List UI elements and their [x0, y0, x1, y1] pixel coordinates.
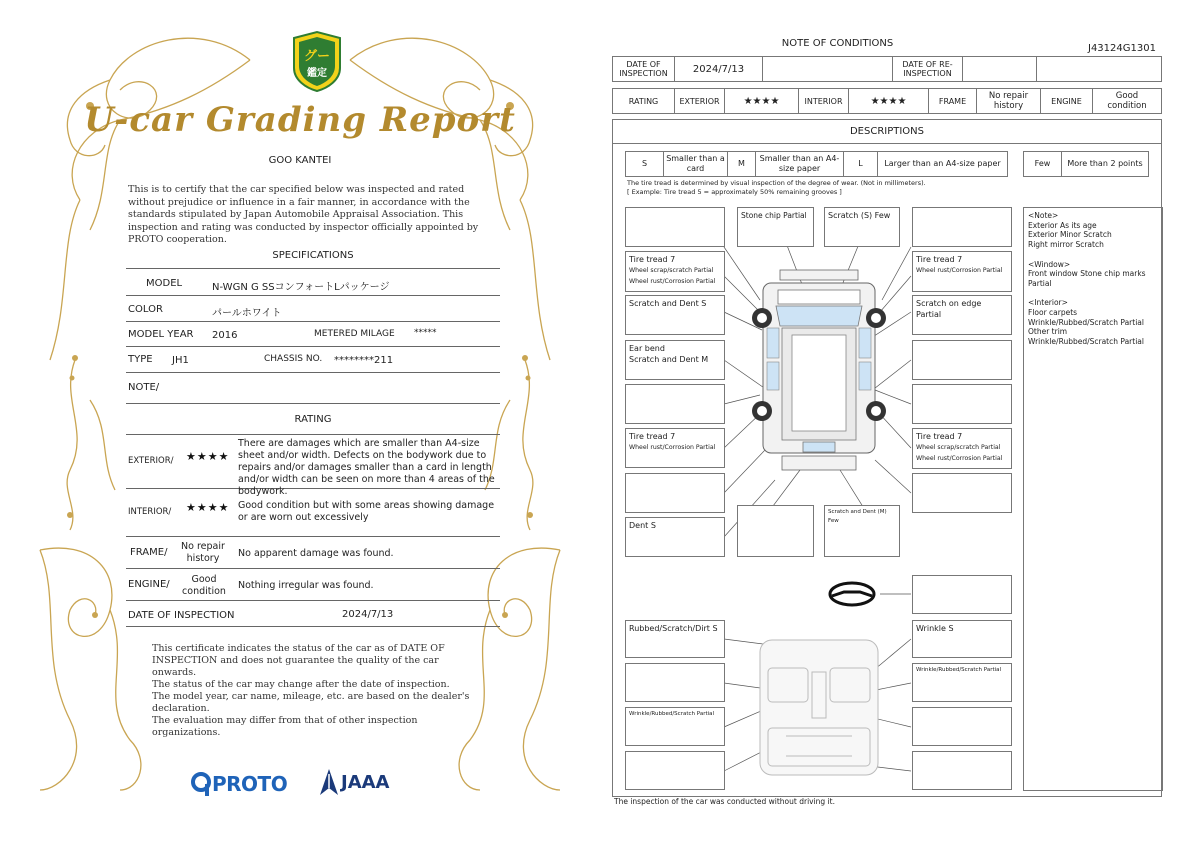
mileage-value: ***** [414, 328, 437, 338]
fl-wheel-rust: Wheel rust/Corrosion Partial [629, 278, 716, 285]
interior-label: INTERIOR [799, 89, 849, 114]
color-row [126, 296, 500, 322]
date-value: 2024/7/13 [342, 609, 394, 620]
engine-label: ENGINE/ [128, 579, 170, 590]
rear-right-tire-icon [866, 401, 886, 421]
model-row [126, 269, 500, 296]
svg-text:グー: グー [303, 49, 331, 64]
dent-s-text: Dent S [629, 521, 656, 530]
scratch-dent-m-few-text: Scratch and Dent (M) Few [828, 509, 887, 524]
legend-m-desc: Smaller than an A4-size paper [756, 152, 844, 177]
exterior-label: EXTERIOR/ [128, 456, 174, 466]
rr-wheel-rust: Wheel rust/Corrosion Partial [916, 455, 1003, 462]
chassis-label: CHASSIS NO. [264, 354, 323, 364]
certification-statement: This is to certify that the car specified below was inspected and rated without prejudice or influence in a fair manner, in accordance with the standards stipulated by Japan Automobile Appraisal Association. This inspection and rating was conducted by inspector officially appointed by PROTO cooperation. [128, 184, 479, 245]
type-row [126, 347, 500, 373]
engine-value: Good condition [1093, 89, 1162, 114]
type-value: JH1 [172, 355, 189, 366]
legend-m: M [728, 152, 756, 177]
damage-box-rear-right-tire [912, 428, 1012, 469]
date-of-inspection-label: DATE OF INSPECTION [613, 57, 675, 82]
model-year-row [126, 322, 500, 347]
damage-box-front-left [737, 207, 814, 247]
engine-description: Nothing irregular was found. [238, 580, 374, 591]
exterior-rating-row [126, 435, 500, 497]
color-label: COLOR [128, 304, 163, 315]
notes-text: <Note> Exterior As its age Exterior Minor Scratch Right mirror Scratch <Window> Front window Stone chip marks Partial <Interior> Floor carpets Wrinkle/Rubbed/Scratch Partial Other trim Wrinkle/Rubbed/Scratch Partial [1028, 211, 1146, 347]
legend-l: L [844, 152, 878, 177]
certificate-disclaimer: This certificate indicates the status of the car as of DATE OF INSPECTION and does not guarantee the quality of the car onwards. The status of the car may change after the date of inspection. The model year, car name, mileage, etc. are based on the dealer's declaration. The evaluation may differ from that of other inspection organizations. [152, 643, 470, 738]
damage-box-right-mirror [912, 340, 1012, 380]
wrinkle-partial-right-text: Wrinkle/Rubbed/Scratch Partial [916, 667, 1002, 673]
ear-bend-text: Ear bend [629, 344, 665, 353]
note-row [126, 373, 500, 404]
engine-label: ENGINE [1041, 89, 1093, 114]
damage-box-dashboard [625, 620, 725, 658]
condition-notes [1023, 207, 1163, 791]
model-year-value: 2016 [212, 330, 238, 341]
damage-box-left-front-door [625, 295, 725, 335]
scratch-dent-m-text: Scratch and Dent M [629, 355, 709, 364]
interior-description: Good condition but with some areas showing damage or are worn out excessively [238, 500, 495, 523]
damage-box-rear-left [625, 517, 725, 557]
damage-box-front-right-corner [912, 207, 1012, 247]
damage-box-front-left-corner [625, 207, 725, 247]
legend-few-desc: More than 2 points [1062, 152, 1149, 177]
damage-box-left-mirror [625, 340, 725, 380]
exterior-label: EXTERIOR [675, 89, 725, 114]
date-of-reinspection-label: DATE OF RE-INSPECTION [893, 57, 963, 82]
frame-value: No repair history [977, 89, 1041, 114]
type-label: TYPE [128, 354, 153, 365]
tire-note-line-2: [ Example: Tire tread 5 = approximately 50% remaining grooves ] [627, 188, 842, 196]
jaaa-logo-icon [319, 768, 339, 796]
interior-top-view [760, 640, 878, 775]
specifications-heading: SPECIFICATIONS [272, 250, 354, 261]
damage-box-steering [912, 575, 1012, 614]
interior-stars: ★★★★ [849, 89, 929, 114]
damage-box-front-left-tire [625, 251, 725, 292]
wrinkle-s-text: Wrinkle S [916, 624, 954, 633]
fl-tire-tread: Tire tread 7 [629, 255, 676, 264]
damage-box-left-front-seat [625, 663, 725, 702]
car-top-view [763, 270, 875, 470]
damage-box-right-front-door [912, 295, 1012, 335]
model-year-label: MODEL YEAR [128, 329, 194, 340]
damage-box-left-rear-door [625, 384, 725, 424]
damage-box-right-rear-door [912, 384, 1012, 424]
rating-heading: RATING [294, 414, 332, 425]
legend-few: Few [1024, 152, 1062, 177]
frame-label: FRAME/ [130, 547, 168, 558]
frame-label: FRAME [929, 89, 977, 114]
report-title: U-car Grading Report [84, 100, 516, 140]
damage-box-rear-bumper-right [824, 505, 900, 557]
legend-l-desc: Larger than an A4-size paper [878, 152, 1008, 177]
scratch-edge-text: Scratch on edge Partial [916, 299, 982, 319]
rr-tire-tread: Tire tread 7 [916, 432, 963, 441]
rl-wheel-rust: Wheel rust/Corrosion Partial [629, 444, 716, 451]
engine-rating-row [126, 569, 500, 601]
rear-left-tire-icon [752, 401, 772, 421]
damage-box-right-interior-trim [912, 707, 1012, 746]
color-value: パールホワイト [212, 308, 282, 319]
report-subtitle: GOO KANTEI [268, 155, 332, 166]
frame-description: No apparent damage was found. [238, 548, 394, 559]
chassis-value: ********211 [334, 355, 394, 366]
rr-wheel-scrap: Wheel scrap/scratch Partial [916, 444, 1001, 451]
stone-chip-text: Stone chip Partial [741, 211, 807, 220]
model-value: N-WGN G SSコンフォートLパッケージ [212, 282, 390, 293]
exterior-stars: ★★★★ [725, 89, 799, 114]
mileage-label: METERED MILAGE [314, 329, 395, 339]
proto-logo-icon [190, 768, 212, 798]
damage-box-rear-right-quarter [912, 473, 1012, 513]
note-label: NOTE/ [128, 382, 160, 393]
date-of-inspection-row [126, 601, 500, 627]
rubbed-text: Rubbed/Scratch/Dirt S [629, 624, 718, 633]
inspection-code: J43124G1301 [1088, 43, 1156, 54]
front-left-tire-icon [752, 308, 772, 328]
damage-box-right-rear-seat [912, 751, 1012, 790]
damage-box-rear-bumper-left [737, 505, 814, 557]
rl-tire-tread: Tire tread 7 [629, 432, 676, 441]
goo-kantei-badge-icon [288, 30, 346, 92]
damage-box-rear-left-quarter [625, 473, 725, 513]
interior-rating-row [126, 489, 500, 537]
legend-s-desc: Smaller than a card [664, 152, 728, 177]
front-right-tire-icon [866, 308, 886, 328]
damage-box-rear-left-tire [625, 428, 725, 468]
date-of-inspection-value: 2024/7/13 [675, 57, 763, 82]
damage-box-front-right [824, 207, 900, 247]
fl-wheel-scrap: Wheel scrap/scratch Partial [629, 267, 714, 274]
exterior-description: There are damages which are smaller than A4-size sheet and/or width. Defects on the bodywork due to repairs and/or damages smaller than a card in length and/or width can be seen on more than 4 areas of the bodywork. [238, 438, 495, 497]
steering-wheel-icon [830, 583, 874, 605]
inspection-footer: The inspection of the car was conducted without driving it. [614, 797, 835, 806]
wrinkle-partial-left-text: Wrinkle/Rubbed/Scratch Partial [629, 711, 715, 717]
frame-value: No repair history [181, 541, 225, 564]
frame-rating-row [126, 537, 500, 569]
scratch-dent-s-text: Scratch and Dent S [629, 299, 707, 308]
note-title: NOTE OF CONDITIONS [781, 38, 894, 49]
model-label: MODEL [146, 278, 183, 289]
damage-box-right-front-seat [912, 663, 1012, 702]
jaaa-logo: JAAA [341, 772, 390, 793]
damage-box-left-interior-trim [625, 707, 725, 746]
svg-text:鑑定: 鑑定 [307, 68, 327, 79]
fr-wheel-rust: Wheel rust/Corrosion Partial [916, 267, 1003, 274]
proto-logo: PROTO [212, 772, 288, 796]
interior-stars: ★★★★ [186, 501, 230, 514]
engine-value: Good condition [182, 574, 226, 597]
damage-box-right-front-interior [912, 620, 1012, 658]
legend-s: S [626, 152, 664, 177]
damage-box-left-rear-seat [625, 751, 725, 790]
damage-box-front-right-tire [912, 251, 1012, 292]
scratch-few-text: Scratch (S) Few [828, 211, 891, 220]
fr-tire-tread: Tire tread 7 [916, 255, 963, 264]
interior-label: INTERIOR/ [128, 507, 172, 517]
descriptions-heading: DESCRIPTIONS [612, 119, 1162, 144]
note-of-conditions [600, 0, 1200, 848]
exterior-stars: ★★★★ [186, 450, 230, 463]
rating-label: RATING [613, 89, 675, 114]
tire-note-line-1: The tire tread is determined by visual inspection of the degree of wear. (Not in millimeters). [627, 179, 926, 187]
date-label: DATE OF INSPECTION [128, 610, 235, 621]
